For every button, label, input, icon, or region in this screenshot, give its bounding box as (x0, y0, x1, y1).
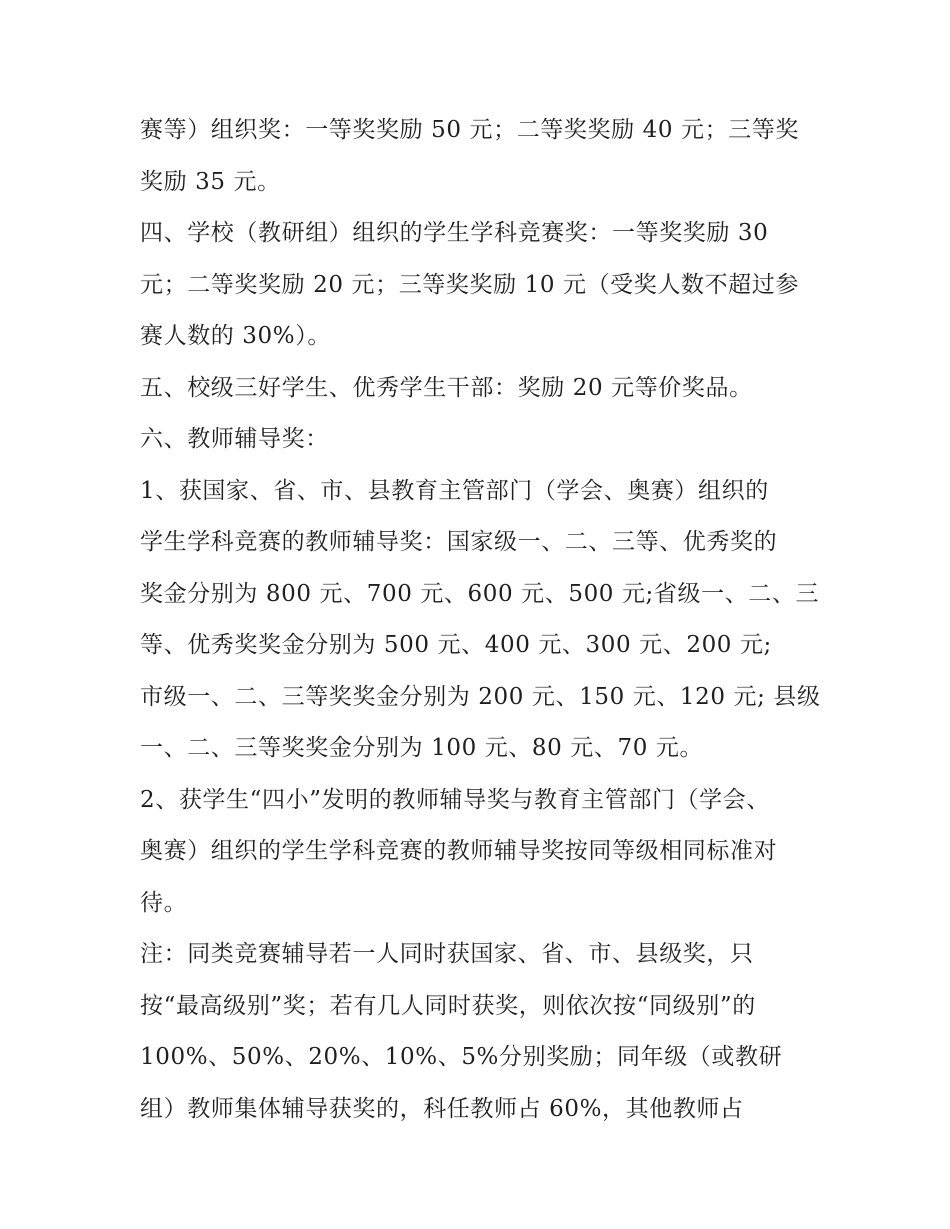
text-line: 四、学校（教研组）组织的学生学科竞赛奖：一等奖奖励 30 (140, 220, 769, 246)
text-line: 一、二、三等奖奖金分别为 100 元、80 元、70 元。 (140, 735, 704, 761)
text-line: 100%、50%、20%、10%、5%分别奖励；同年级（或教研 (140, 1044, 783, 1070)
text-line: 注：同类竞赛辅导若一人同时获国家、省、市、县级奖，只 (140, 941, 754, 967)
text-line: 待。 (140, 889, 188, 916)
text-line: 赛等）组织奖：一等奖奖励 50 元；二等奖奖励 40 元；三等奖 (140, 117, 799, 143)
text-line: 奖金分别为 800 元、700 元、600 元、500 元;省级一、二、三 (140, 580, 820, 607)
text-line: 奖励 35 元。 (140, 168, 281, 195)
text-line: 组）教师集体辅导获奖的，科任教师占 60%，其他教师占 (140, 1095, 744, 1122)
text-line: 市级一、二、三等奖奖金分别为 200 元、150 元、120 元; 县级 (140, 683, 821, 710)
text-line: 按“最高级别”奖；若有几人同时获奖，则依次按“同级别”的 (140, 992, 756, 1019)
text-line: 2、获学生“四小”发明的教师辅导奖与教育主管部门（学会、 (140, 786, 770, 813)
text-line: 五、校级三好学生、优秀学生干部：奖励 20 元等价奖品。 (140, 374, 753, 401)
text-line: 等、优秀奖奖金分别为 500 元、400 元、300 元、200 元; (140, 632, 772, 658)
text-line: 元；二等奖奖励 20 元；三等奖奖励 10 元（受奖人数不超过参 (140, 271, 799, 298)
document-body (140, 108, 830, 1138)
text-line: 奥赛）组织的学生学科竞赛的教师辅导奖按同等级相同标准对 (140, 838, 778, 864)
text-line: 六、教师辅导奖： (140, 426, 329, 452)
text-line: 赛人数的 30%）。 (140, 323, 331, 349)
text-line: 学生学科竞赛的教师辅导奖：国家级一、二、三等、优秀奖的 (140, 529, 778, 555)
text-line: 1、获国家、省、市、县教育主管部门（学会、奥赛）组织的 (140, 477, 769, 504)
